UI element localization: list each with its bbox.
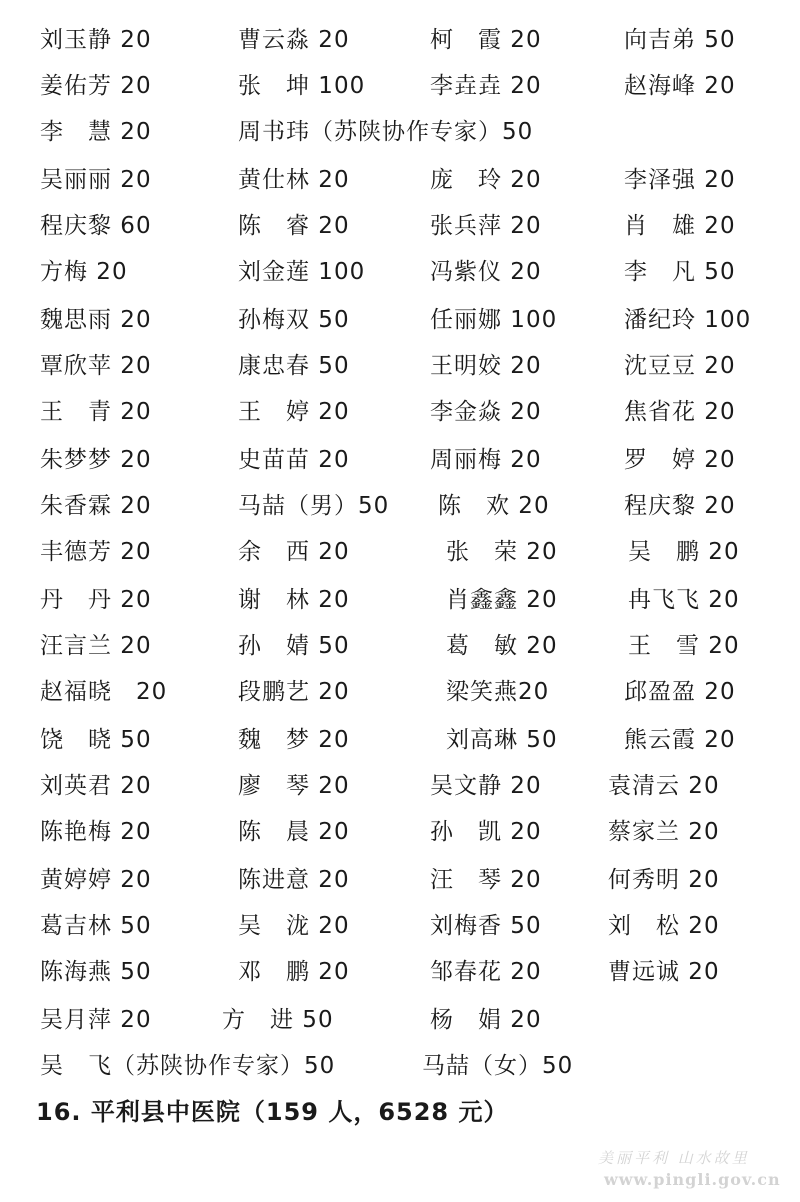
donor-entry: 冯紫仪 20 xyxy=(430,259,542,285)
donor-entry: 刘 松 20 xyxy=(608,913,720,939)
donor-entry: 李金焱 20 xyxy=(430,399,542,425)
donor-entry: 刘梅香 50 xyxy=(430,913,542,939)
donor-entry: 赵海峰 20 xyxy=(624,73,736,99)
donor-entry: 黄婷婷 20 xyxy=(40,867,152,893)
donor-entry: 刘金莲 100 xyxy=(238,259,366,285)
donor-row xyxy=(0,952,800,992)
donor-entry: 陈 睿 20 xyxy=(238,213,350,239)
donor-entry: 柯 霞 20 xyxy=(430,27,542,53)
donor-entry: 姜佑芳 20 xyxy=(40,73,152,99)
site-watermark xyxy=(598,1148,798,1192)
donor-entry: 饶 晓 50 xyxy=(40,727,152,753)
donor-entry: 杨 娟 20 xyxy=(430,1007,542,1033)
donor-entry: 曹云淼 20 xyxy=(238,27,350,53)
donor-entry: 冉飞飞 20 xyxy=(628,587,740,613)
donor-entry: 吴文静 20 xyxy=(430,773,542,799)
donor-entry: 覃欣苹 20 xyxy=(40,353,152,379)
donor-row xyxy=(0,532,800,572)
donor-entry: 黄仕林 20 xyxy=(238,167,350,193)
donor-entry: 李 慧 20 xyxy=(40,119,152,145)
donor-entry: 朱香霖 20 xyxy=(40,493,152,519)
donor-row xyxy=(0,392,800,432)
donor-entry: 余 西 20 xyxy=(238,539,350,565)
donor-entry: 罗 婷 20 xyxy=(624,447,736,473)
watermark-slogan: 美丽平利 山水故里 xyxy=(598,1149,750,1167)
donor-entry: 张兵萍 20 xyxy=(430,213,542,239)
donor-row xyxy=(0,112,800,152)
donor-entry: 吴 鹏 20 xyxy=(628,539,740,565)
watermark-url: www.pingli.gov.cn xyxy=(604,1170,781,1189)
donor-entry: 葛吉林 50 xyxy=(40,913,152,939)
donor-entry: 张 坤 100 xyxy=(238,73,366,99)
donor-entry: 邓 鹏 20 xyxy=(238,959,350,985)
donor-entry: 谢 林 20 xyxy=(238,587,350,613)
donor-row xyxy=(0,440,800,480)
donor-entry: 吴丽丽 20 xyxy=(40,167,152,193)
donor-row xyxy=(0,1000,800,1040)
donor-row xyxy=(0,346,800,386)
donor-row xyxy=(0,486,800,526)
donor-row xyxy=(0,66,800,106)
donor-entry: 梁笑燕20 xyxy=(446,679,550,705)
donor-entry: 方梅 20 xyxy=(40,259,128,285)
donor-entry: 马喆（男）50 xyxy=(238,493,390,519)
donor-row xyxy=(0,672,800,712)
donor-row xyxy=(0,626,800,666)
donor-entry: 孙 婧 50 xyxy=(238,633,350,659)
donor-entry: 孙 凯 20 xyxy=(430,819,542,845)
donor-row xyxy=(0,906,800,946)
donor-entry: 李垚垚 20 xyxy=(430,73,542,99)
donor-entry: 沈豆豆 20 xyxy=(624,353,736,379)
donor-entry: 陈艳梅 20 xyxy=(40,819,152,845)
donor-entry: 丹 丹 20 xyxy=(40,587,152,613)
donor-entry: 向吉弟 50 xyxy=(624,27,736,53)
donor-row xyxy=(0,580,800,620)
donor-entry: 潘纪玲 100 xyxy=(624,307,752,333)
donor-entry: 汪言兰 20 xyxy=(40,633,152,659)
donor-row xyxy=(0,206,800,246)
donor-entry: 马喆（女）50 xyxy=(422,1053,574,1079)
donor-entry: 朱梦梦 20 xyxy=(40,447,152,473)
donor-entry: 袁清云 20 xyxy=(608,773,720,799)
donor-entry: 肖鑫鑫 20 xyxy=(446,587,558,613)
donor-entry: 王 婷 20 xyxy=(238,399,350,425)
donor-entry: 康忠春 50 xyxy=(238,353,350,379)
donor-entry: 程庆黎 60 xyxy=(40,213,152,239)
donor-entry: 吴 飞（苏陕协作专家）50 xyxy=(40,1053,336,1079)
donor-entry: 王 青 20 xyxy=(40,399,152,425)
donor-entry: 方 进 50 xyxy=(222,1007,334,1033)
donor-entry: 邹春花 20 xyxy=(430,959,542,985)
donor-entry: 史苗苗 20 xyxy=(238,447,350,473)
donor-entry: 刘高琳 50 xyxy=(446,727,558,753)
donor-entry: 丰德芳 20 xyxy=(40,539,152,565)
donor-entry: 段鹏艺 20 xyxy=(238,679,350,705)
donor-entry: 吴月萍 20 xyxy=(40,1007,152,1033)
donor-row xyxy=(0,812,800,852)
donor-row xyxy=(0,300,800,340)
donor-entry: 李 凡 50 xyxy=(624,259,736,285)
donor-entry: 魏 梦 20 xyxy=(238,727,350,753)
donor-entry: 刘玉静 20 xyxy=(40,27,152,53)
donor-entry: 刘英君 20 xyxy=(40,773,152,799)
donor-row xyxy=(0,1046,800,1086)
donor-row xyxy=(0,252,800,292)
donor-entry: 陈 欢 20 xyxy=(438,493,550,519)
donor-entry: 陈 晨 20 xyxy=(238,819,350,845)
donor-row xyxy=(0,860,800,900)
donor-row xyxy=(0,766,800,806)
donor-entry: 陈海燕 50 xyxy=(40,959,152,985)
donor-entry: 肖 雄 20 xyxy=(624,213,736,239)
donor-entry: 汪 琴 20 xyxy=(430,867,542,893)
donor-entry: 焦省花 20 xyxy=(624,399,736,425)
donor-row xyxy=(0,720,800,760)
donor-entry: 赵福晓 20 xyxy=(40,679,168,705)
section-heading: 16. 平利县中医院（159 人，6528 元） xyxy=(36,1098,509,1126)
donor-entry: 周丽梅 20 xyxy=(430,447,542,473)
donor-entry: 曹远诚 20 xyxy=(608,959,720,985)
donor-entry: 王 雪 20 xyxy=(628,633,740,659)
donor-entry: 李泽强 20 xyxy=(624,167,736,193)
donor-entry: 熊云霞 20 xyxy=(624,727,736,753)
donor-entry: 蔡家兰 20 xyxy=(608,819,720,845)
donor-row xyxy=(0,20,800,60)
donor-entry: 周书玮（苏陕协作专家）50 xyxy=(238,119,534,145)
donor-entry: 孙梅双 50 xyxy=(238,307,350,333)
donor-entry: 吴 泷 20 xyxy=(238,913,350,939)
donor-entry: 葛 敏 20 xyxy=(446,633,558,659)
donor-entry: 陈进意 20 xyxy=(238,867,350,893)
donor-entry: 邱盈盈 20 xyxy=(624,679,736,705)
donor-entry: 魏思雨 20 xyxy=(40,307,152,333)
donor-entry: 任丽娜 100 xyxy=(430,307,558,333)
donor-entry: 庞 玲 20 xyxy=(430,167,542,193)
donor-entry: 程庆黎 20 xyxy=(624,493,736,519)
donor-entry: 王明姣 20 xyxy=(430,353,542,379)
donor-row xyxy=(0,160,800,200)
donor-entry: 廖 琴 20 xyxy=(238,773,350,799)
donor-entry: 张 荣 20 xyxy=(446,539,558,565)
donor-entry: 何秀明 20 xyxy=(608,867,720,893)
